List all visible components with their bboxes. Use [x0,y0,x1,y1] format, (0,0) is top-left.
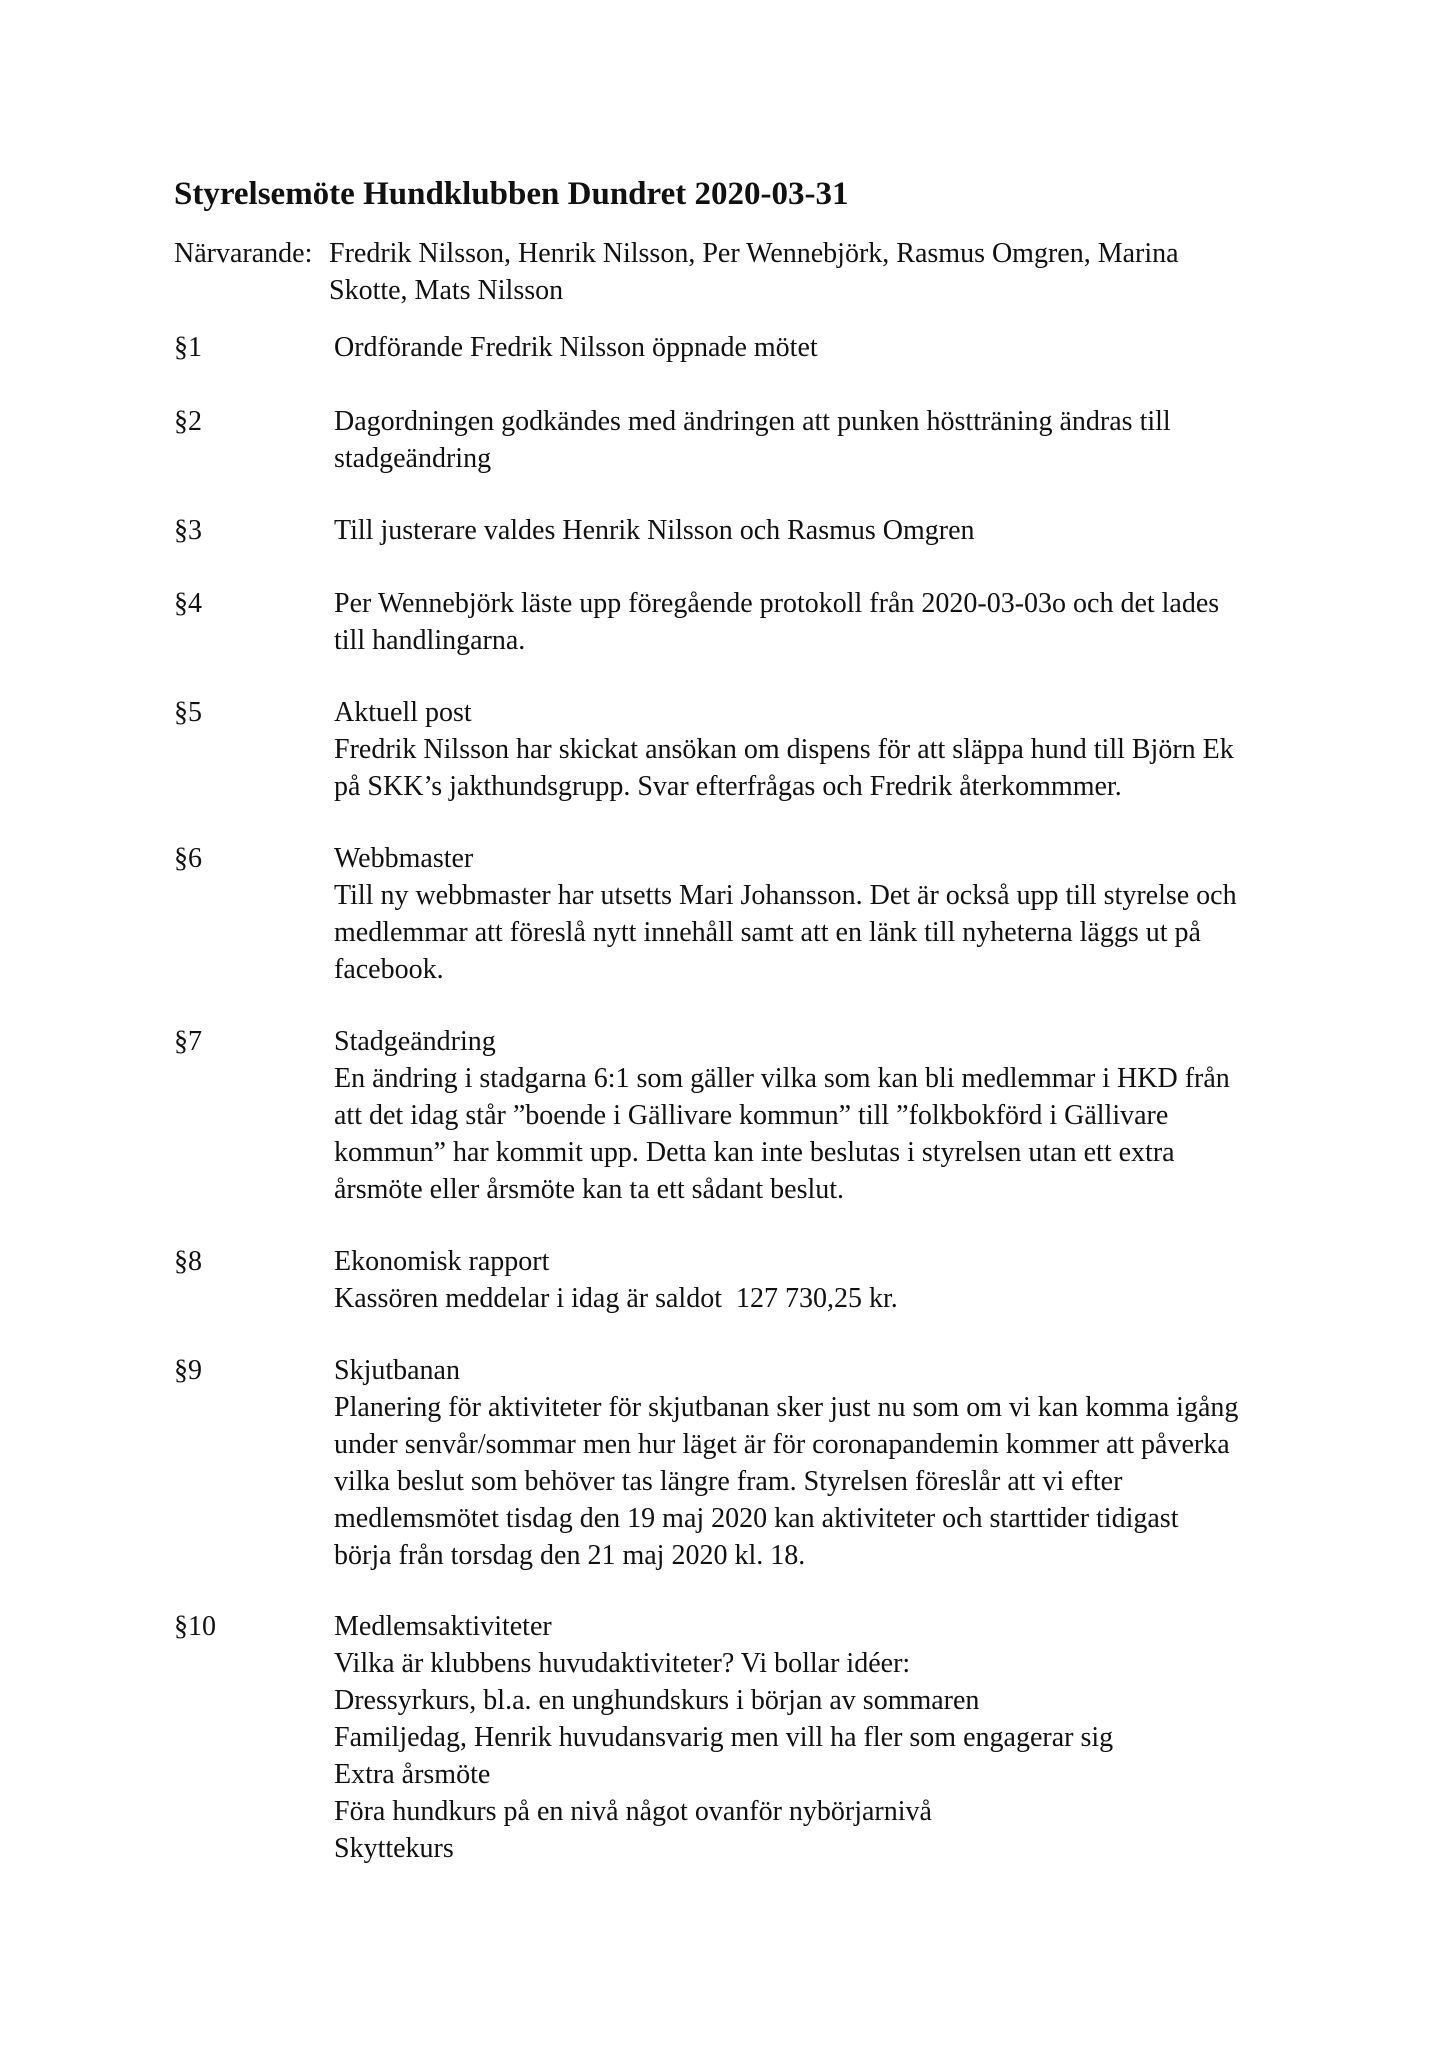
section-heading: Aktuell post [334,697,472,728]
section-body [334,403,1294,477]
section-line: Kassören meddelar i idag är saldot 127 730,25 kr. [334,1283,898,1314]
section-body [334,1023,1294,1208]
section-line: börja från torsdag den 21 maj 2020 kl. 18. [334,1540,806,1571]
section-line: medlemmar att föreslå nytt innehåll samt att en länk till nyheterna läggs ut på [334,917,1201,948]
section-body [334,512,1294,549]
section-line: facebook. [334,954,444,985]
section-line: Till justerare valdes Henrik Nilsson och Rasmus Omgren [334,515,975,546]
section-number: §10 [174,1611,216,1642]
section-line: på SKK’s jakthundsgrupp. Svar efterfrågas och Fredrik återkommmer. [334,771,1122,802]
attendees-line: Fredrik Nilsson, Henrik Nilsson, Per Wennebjörk, Rasmus Omgren, Marina [329,238,1179,269]
section-line: Familjedag, Henrik huvudansvarig men vill ha fler som engagerar sig [334,1722,1114,1753]
section-body [334,329,1294,366]
section-body [334,585,1294,659]
section-line: Föra hundkurs på en nivå något ovanför nybörjarnivå [334,1796,932,1827]
section-body [334,1352,1294,1574]
section-line: årsmöte eller årsmöte kan ta ett sådant beslut. [334,1174,845,1205]
section-heading: Stadgeändring [334,1026,496,1057]
section-number: §5 [174,697,202,728]
section-line: Vilka är klubbens huvudaktiviteter? Vi bollar idéer: [334,1648,911,1679]
section-line: En ändring i stadgarna 6:1 som gäller vilka som kan bli medlemmar i HKD från [334,1063,1230,1094]
section-heading: Webbmaster [334,843,474,874]
section-body [334,840,1294,988]
section-line: under senvår/sommar men hur läget är för coronapandemin kommer att påverka [334,1429,1230,1460]
section-line: till handlingarna. [334,625,526,656]
section-line: Per Wennebjörk läste upp föregående protokoll från 2020-03-03o och det lades [334,588,1220,619]
document-title: Styrelsemöte Hundklubben Dundret 2020-03-31 [174,176,849,212]
section-number: §8 [174,1246,202,1277]
attendees-line: Skotte, Mats Nilsson [329,275,564,306]
section-body [334,1608,1294,1867]
section-body [334,1243,1294,1317]
section-line: att det idag står ”boende i Gällivare kommun” till ”folkbokförd i Gällivare [334,1100,1169,1131]
section-line: vilka beslut som behöver tas längre fram. Styrelsen föreslår att vi efter [334,1466,1123,1497]
section-line: Fredrik Nilsson har skickat ansökan om dispens för att släppa hund till Björn Ek [334,734,1234,765]
section-number: §9 [174,1355,202,1386]
section-number: §6 [174,843,202,874]
section-number: §3 [174,515,202,546]
section-body [334,694,1294,805]
section-line: Skyttekurs [334,1833,454,1864]
section-heading: Ekonomisk rapport [334,1246,550,1277]
section-line: medlemsmötet tisdag den 19 maj 2020 kan aktiviteter och starttider tidigast [334,1503,1179,1534]
section-heading: Skjutbanan [334,1355,460,1386]
section-heading: Medlemsaktiviteter [334,1611,552,1642]
section-line: Till ny webbmaster har utsetts Mari Johansson. Det är också upp till styrelse och [334,880,1237,911]
section-number: §4 [174,588,202,619]
section-line: Dagordningen godkändes med ändringen att punken höstträning ändras till [334,406,1171,437]
section-number: §7 [174,1026,202,1057]
attendees-names [329,235,1269,309]
section-line: Planering för aktiviteter för skjutbanan sker just nu som om vi kan komma igång [334,1392,1239,1423]
section-number: §1 [174,332,202,363]
section-number: §2 [174,406,202,437]
attendees-label: Närvarande: [174,238,313,269]
section-line: Ordförande Fredrik Nilsson öppnade mötet [334,332,818,363]
section-line: Dressyrkurs, bl.a. en unghundskurs i början av sommaren [334,1685,980,1716]
section-line: Extra årsmöte [334,1759,491,1790]
section-line: kommun” har kommit upp. Detta kan inte beslutas i styrelsen utan ett extra [334,1137,1175,1168]
section-line: stadgeändring [334,443,492,474]
